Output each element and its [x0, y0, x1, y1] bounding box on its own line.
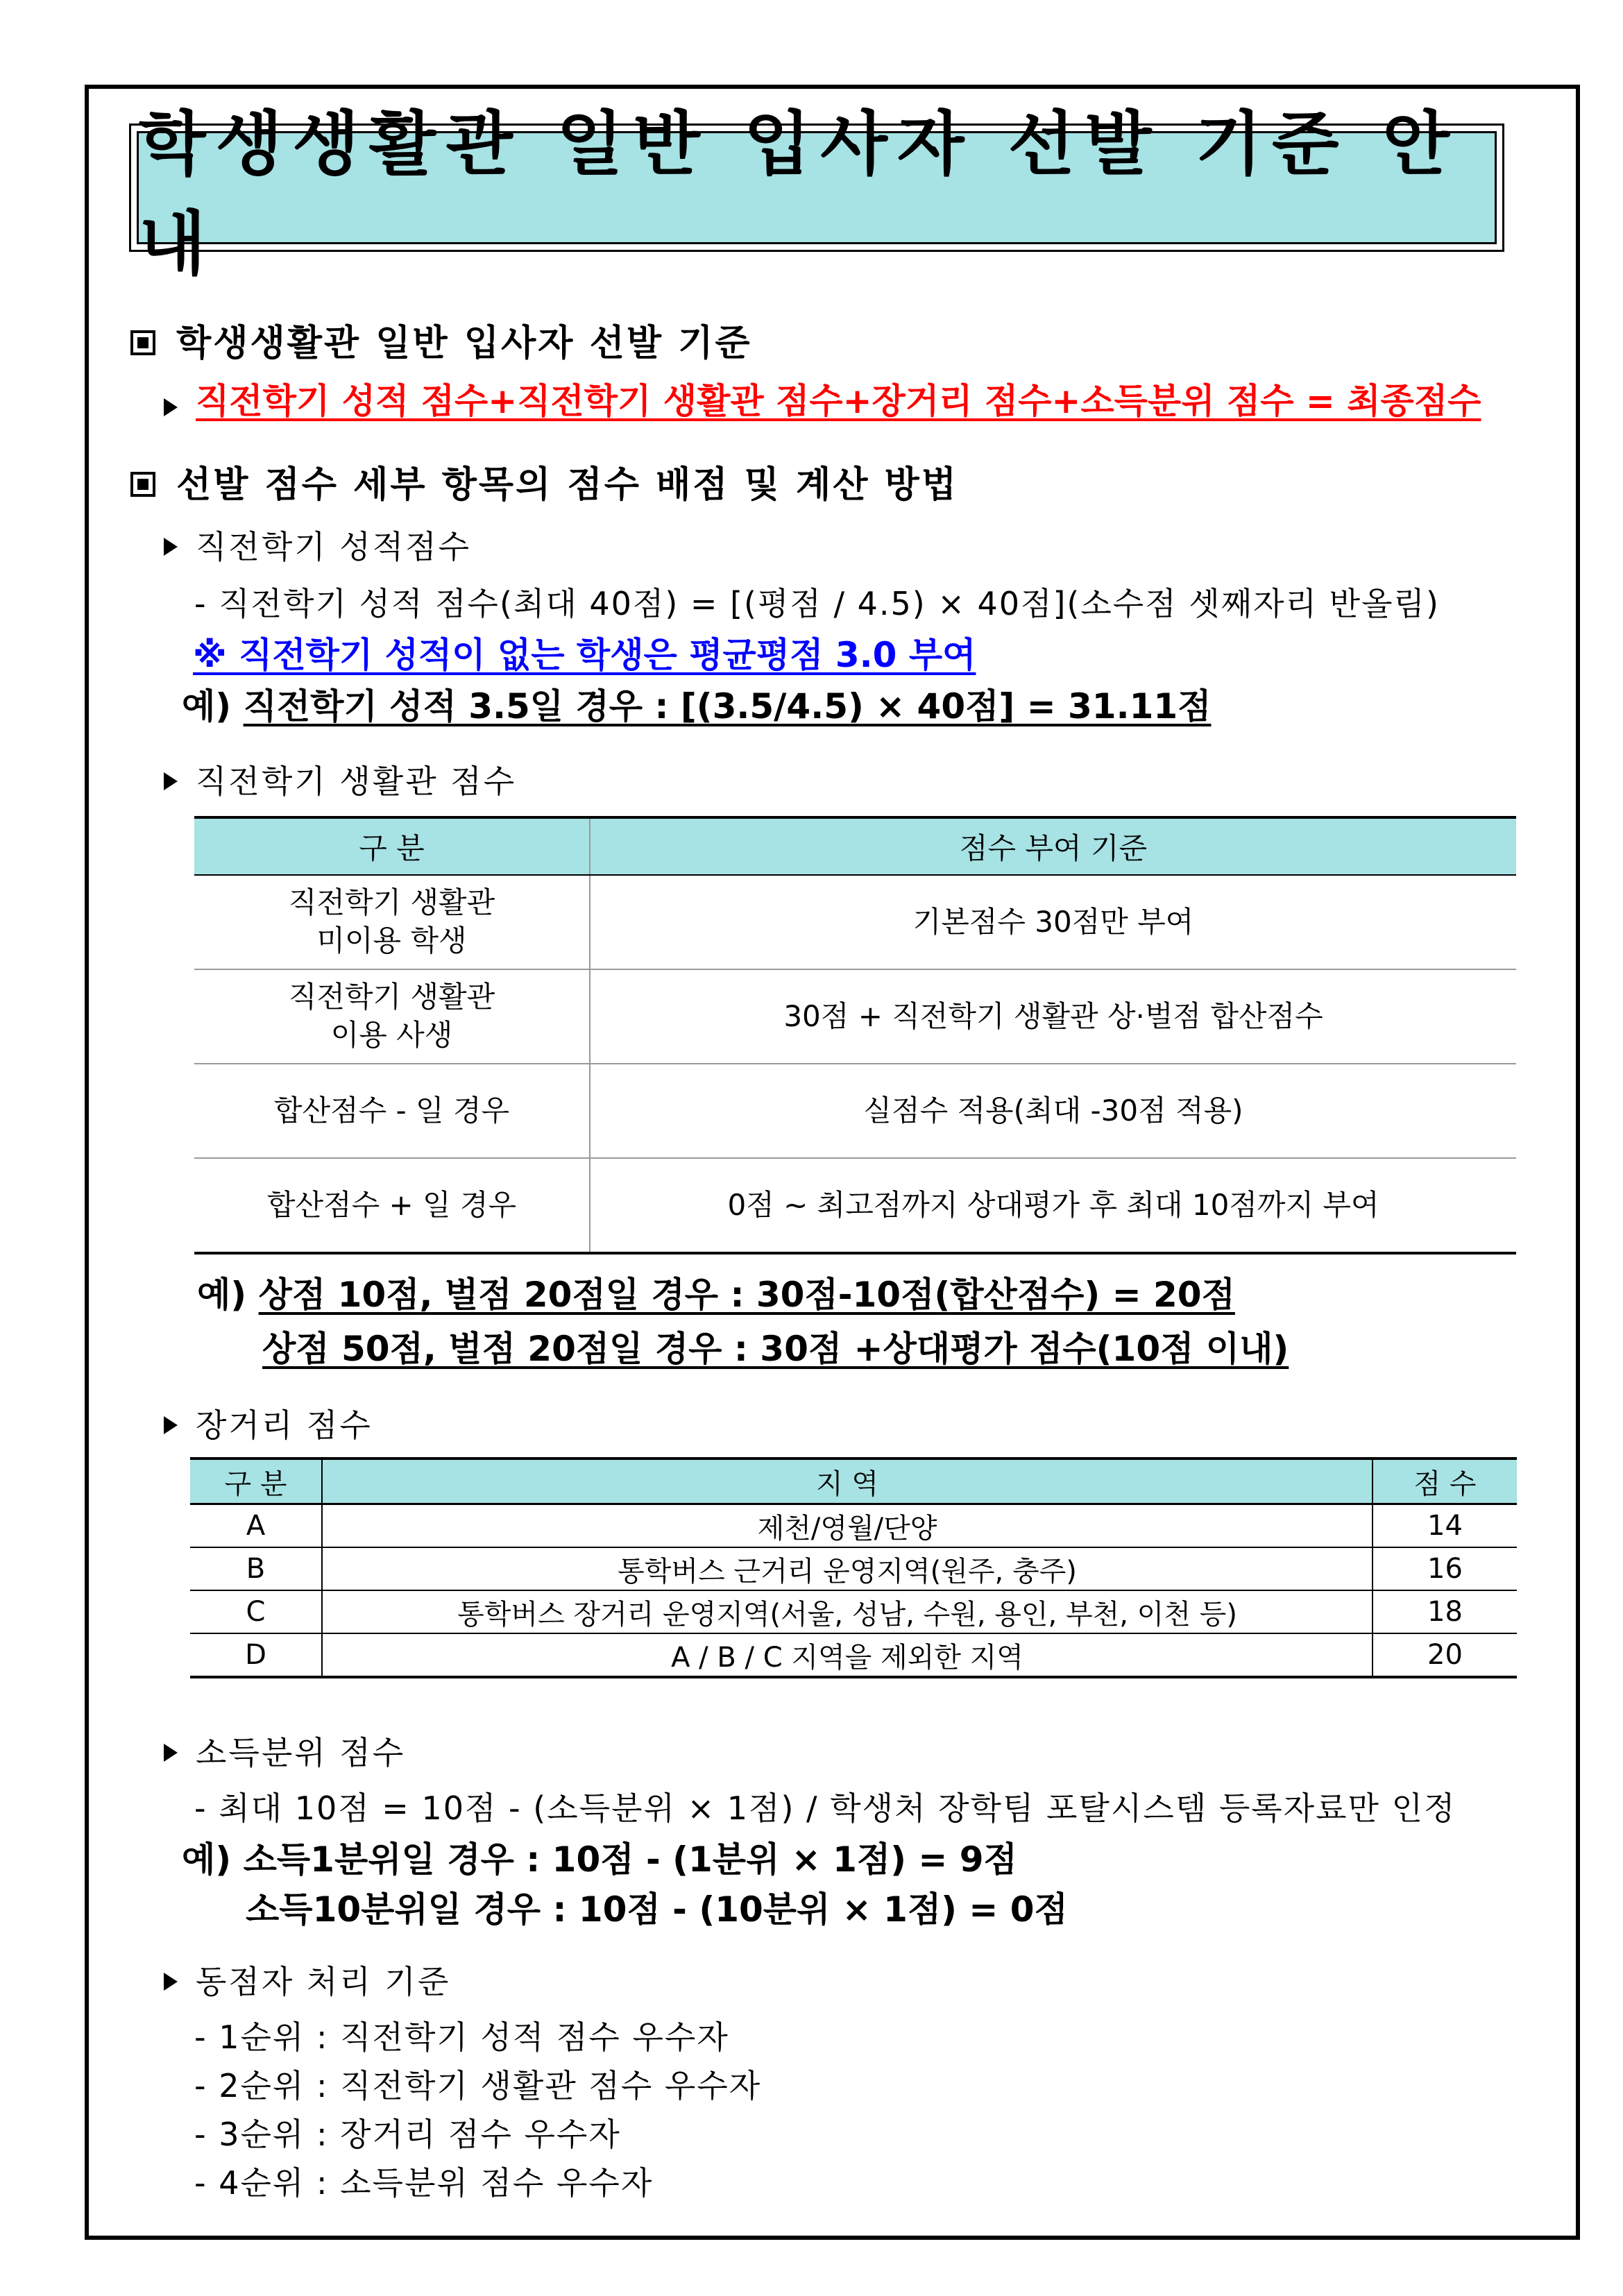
score-cell: 16 — [1373, 1547, 1517, 1590]
dorm-example-1: 예) 상점 10점, 벌점 20점일 경우 : 30점-10점(합산점수) = 20점 — [197, 1275, 1235, 1315]
grade-heading: 직전학기 성적점수 — [164, 522, 471, 568]
table-row — [194, 875, 1516, 969]
dorm-heading: 직전학기 생활관 점수 — [164, 756, 516, 802]
income-formula: - 최대 10점 = 10점 - (소득분위 × 1점) / 학생처 장학팀 포탈시스템 등록자료만 인정 — [194, 1789, 1456, 1827]
triangle-bullet-icon — [164, 1744, 178, 1762]
score-cell: 20 — [1373, 1633, 1517, 1677]
triangle-bullet-icon — [164, 538, 178, 556]
grade-cell: D — [190, 1633, 322, 1677]
title-box — [129, 103, 1504, 284]
table-row — [190, 1590, 1517, 1633]
tiebreak-item-1: - 1순위 : 직전학기 성적 점수 우수자 — [194, 2018, 729, 2056]
table-header-cell: 구 분 — [190, 1459, 322, 1504]
table-row — [190, 1547, 1517, 1590]
income-example-1: 예) 소득1분위일 경우 : 10점 - (1분위 × 1점) = 9점 — [182, 1839, 1017, 1880]
final-score-formula: 직전학기 성적 점수+직전학기 생활관 점수+장거리 점수+소득분위 점수 = 최종점수 — [196, 381, 1481, 421]
dorm-example-2: 상점 50점, 벌점 20점일 경우 : 30점 +상대평가 점수(10점 이내) — [262, 1329, 1289, 1369]
region-cell: A / B / C 지역을 제외한 지역 — [322, 1633, 1373, 1677]
criteria-cell: 0점 ~ 최고점까지 상대평가 후 최대 10점까지 부여 — [590, 1158, 1516, 1253]
table-header-cell: 구 분 — [194, 817, 590, 875]
grade-example: 예) 직전학기 성적 3.5일 경우 : [(3.5/4.5) × 40점] = 31.11점 — [182, 686, 1212, 726]
table-header-row — [194, 817, 1516, 875]
category-cell: 합산점수 - 일 경우 — [194, 1064, 590, 1158]
table-row — [194, 1158, 1516, 1253]
tiebreak-item-4: - 4순위 : 소득분위 점수 우수자 — [194, 2164, 654, 2202]
dorm-score-table — [194, 816, 1516, 1255]
table-header-row — [190, 1459, 1517, 1504]
region-cell: 통학버스 근거리 운영지역(원주, 충주) — [322, 1547, 1373, 1590]
criteria-cell: 실점수 적용(최대 -30점 적용) — [590, 1064, 1516, 1158]
category-cell: 직전학기 생활관 이용 사생 — [194, 969, 590, 1064]
grade-formula: - 직전학기 성적 점수(최대 40점) = [(평점 / 4.5) × 40점](소수점 셋째자리 반올림) — [194, 585, 1440, 622]
category-cell: 합산점수 + 일 경우 — [194, 1158, 590, 1253]
table-row — [194, 1064, 1516, 1158]
score-cell: 18 — [1373, 1590, 1517, 1633]
table-row — [190, 1633, 1517, 1677]
grade-cell: A — [190, 1504, 322, 1548]
page-title: 학생생활관 일반 입사자 선발 기준 안내 — [137, 131, 1497, 244]
section1-formula-line — [164, 373, 1481, 423]
income-heading: 소득분위 점수 — [164, 1728, 405, 1774]
category-cell: 직전학기 생활관 미이용 학생 — [194, 875, 590, 969]
square-bullet-icon — [130, 330, 155, 355]
triangle-bullet-icon — [164, 1416, 178, 1434]
tiebreak-item-3: - 3순위 : 장거리 점수 우수자 — [194, 2116, 621, 2153]
triangle-bullet-icon — [164, 398, 178, 416]
income-example-2: 소득10분위일 경우 : 10점 - (10분위 × 1점) = 0점 — [246, 1889, 1068, 1930]
table-header-cell: 점수 부여 기준 — [590, 817, 1516, 875]
region-cell: 제천/영월/단양 — [322, 1504, 1373, 1548]
tiebreak-item-2: - 2순위 : 직전학기 생활관 점수 우수자 — [194, 2067, 762, 2104]
square-bullet-icon — [130, 472, 155, 497]
triangle-bullet-icon — [164, 772, 178, 790]
section2-heading: 선발 점수 세부 항목의 점수 배점 및 계산 방법 — [130, 455, 958, 507]
table-header-cell: 지 역 — [322, 1459, 1373, 1504]
table-row — [194, 969, 1516, 1064]
grade-note: ※ 직전학기 성적이 없는 학생은 평균평점 3.0 부여 — [193, 635, 976, 675]
tiebreak-heading: 동점자 처리 기준 — [164, 1957, 450, 2002]
table-row — [190, 1504, 1517, 1548]
criteria-cell: 기본점수 30점만 부여 — [590, 875, 1516, 969]
grade-cell: B — [190, 1547, 322, 1590]
distance-score-table — [190, 1457, 1517, 1678]
grade-cell: C — [190, 1590, 322, 1633]
score-cell: 14 — [1373, 1504, 1517, 1548]
table-header-cell: 점 수 — [1373, 1459, 1517, 1504]
region-cell: 통학버스 장거리 운영지역(서울, 성남, 수원, 용인, 부천, 이천 등) — [322, 1590, 1373, 1633]
distance-heading: 장거리 점수 — [164, 1400, 373, 1446]
triangle-bullet-icon — [164, 1973, 178, 1991]
criteria-cell: 30점 + 직전학기 생활관 상·벌점 합산점수 — [590, 969, 1516, 1064]
section1-heading: 학생생활관 일반 입사자 선발 기준 — [130, 314, 752, 366]
